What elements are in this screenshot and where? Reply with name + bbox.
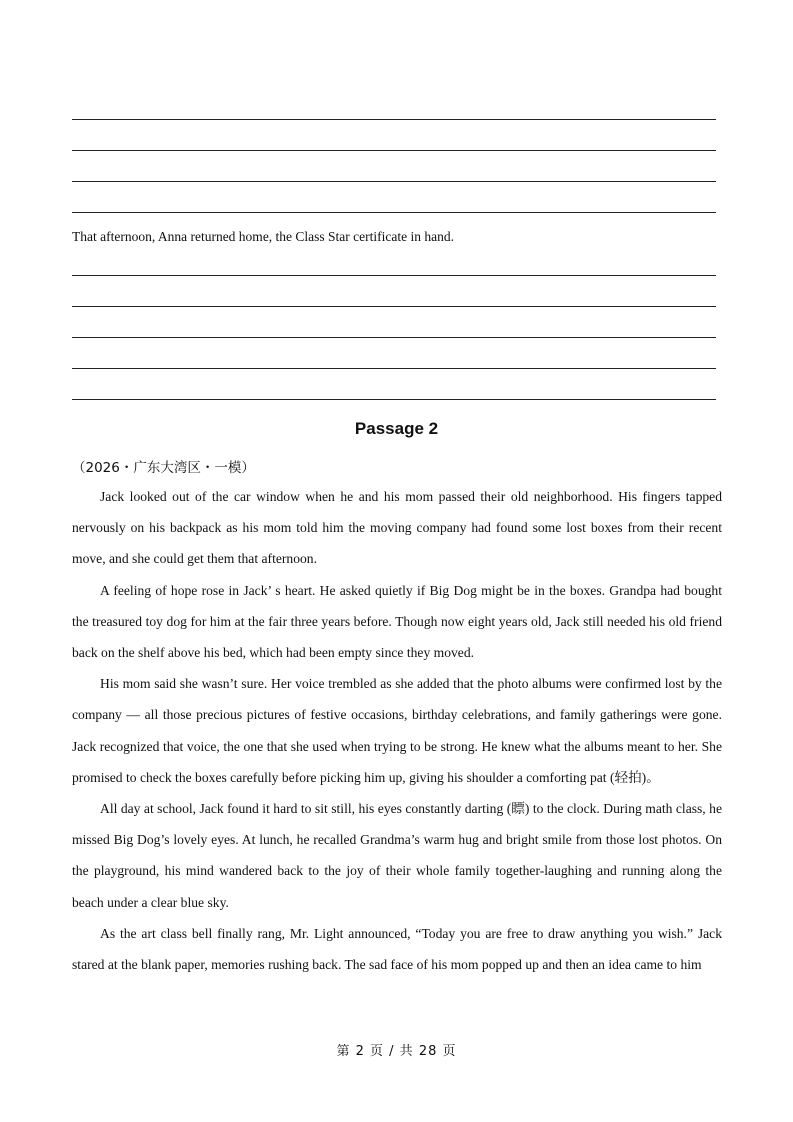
writing-line: [72, 150, 716, 151]
paragraph: Jack looked out of the car window when he and his mom passed their old neighborhood. His fingers tapped nervously on his backpack as his mom told him the moving company had found some lost boxes from their recent move, and she could get them that afternoon.: [72, 489, 722, 567]
paragraph: A feeling of hope rose in Jack’ s heart. He asked quietly if Big Dog might be in the boxes. Grandpa had bought the treasured toy dog for him at the fair three years before. Though now eight years old, Jack still needed his old friend back on the shelf above his bed, which had been empty since they moved.: [72, 582, 722, 661]
writing-line: [72, 337, 716, 338]
paragraph: His mom said she wasn’t sure. Her voice trembled as she added that the photo albums were confirmed lost by the company — all those precious pictures of festive occasions, birthday celebrations, and family gatherings were gone. Jack recognized that voice, the one that she used when trying to be strong. He knew what the albums meant to her. She promised to check the boxes carefully before picking him up, giving his shoulder a comforting pat (轻拍)。: [72, 676, 722, 785]
passage-source: （2026・广东大湾区・一模）: [72, 460, 255, 476]
writing-line: [72, 368, 716, 369]
writing-line: [72, 119, 716, 120]
writing-line: [72, 275, 716, 276]
passage-title: Passage 2: [354, 419, 439, 438]
passage-body: [72, 481, 722, 980]
paragraph: All day at school, Jack found it hard to sit still, his eyes constantly darting (瞟) to the clock. During math class, he missed Big Dog’s lovely eyes. At lunch, he recalled Grandma’s warm hug and bright smile from those lost photos. On the playground, his mind wandered back to the joy of their whole family together-laughing and running along the beach under a clear blue sky.: [72, 801, 722, 910]
writing-line: [72, 306, 716, 307]
writing-line: [72, 399, 716, 400]
page-footer: 第 2 页 / 共 28 页: [336, 1044, 457, 1059]
continuation-prompt: That afternoon, Anna returned home, the Class Star certificate in hand.: [72, 229, 454, 244]
writing-line: [72, 181, 716, 182]
paragraph: As the art class bell finally rang, Mr. Light announced, “Today you are free to draw anything you wish.” Jack stared at the blank paper, memories rushing back. The sad face of his mom popped up and then an idea came to him: [72, 925, 722, 973]
writing-line: [72, 212, 716, 213]
